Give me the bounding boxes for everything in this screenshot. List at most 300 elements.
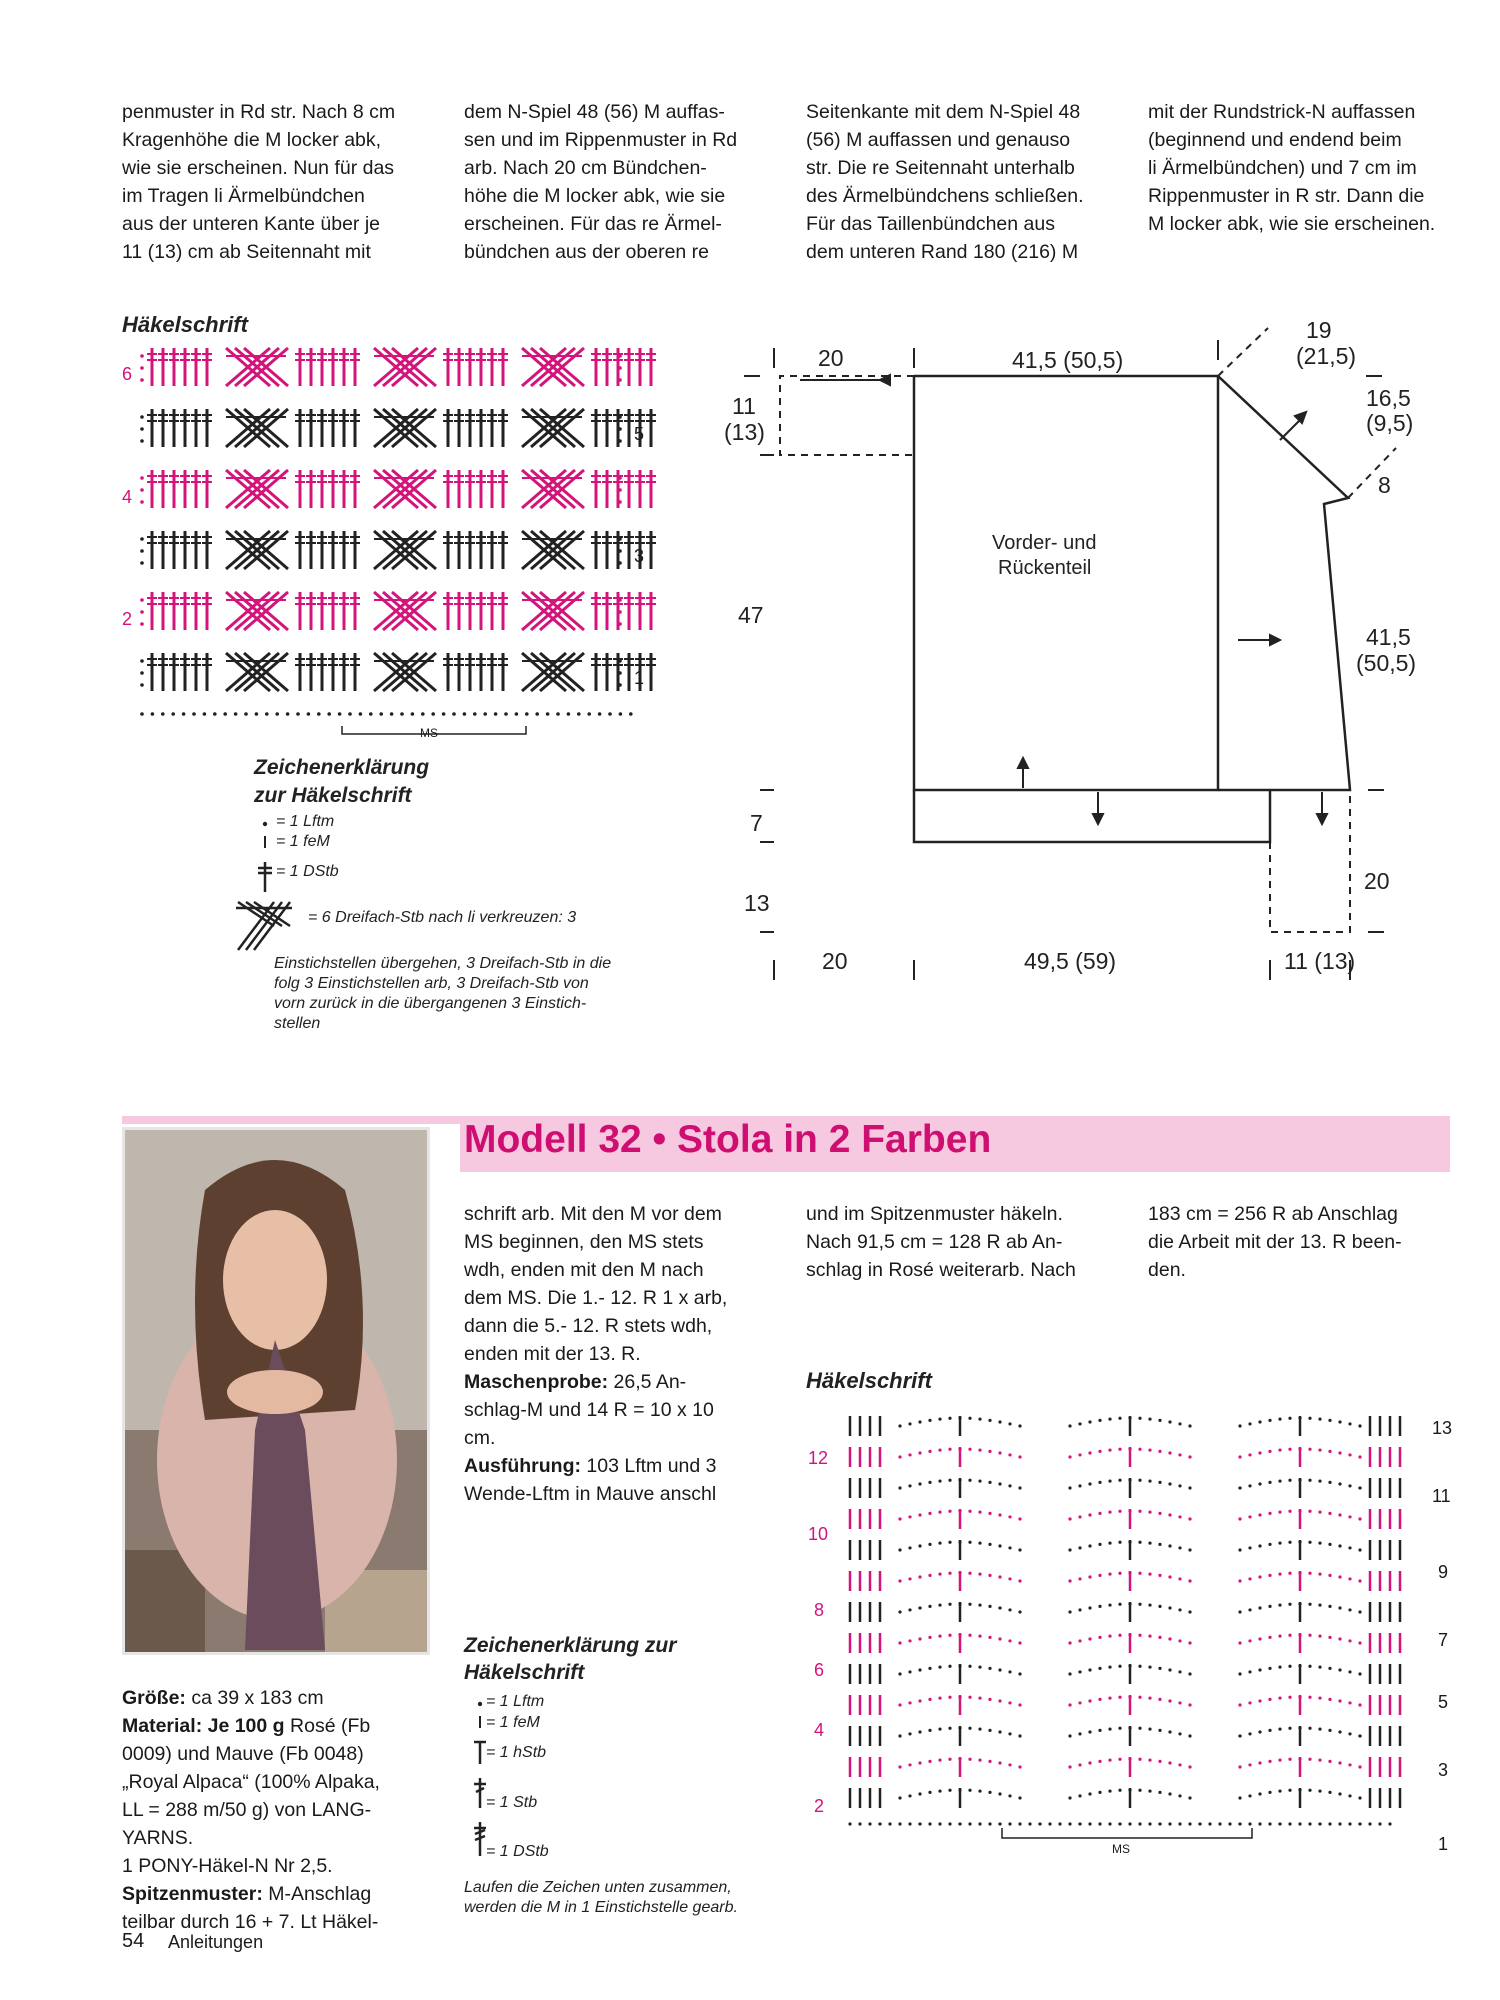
chain-dot xyxy=(1178,1822,1181,1825)
chain-dot xyxy=(908,1639,911,1642)
chain-dot xyxy=(1308,1479,1311,1482)
legend2-note-2: werden die M in 1 Einstichstelle gearb. xyxy=(464,1899,738,1916)
chain-dot xyxy=(938,1417,941,1420)
chain-dot xyxy=(1108,1448,1111,1451)
chain-dot xyxy=(1108,1510,1111,1513)
chain-dot xyxy=(1268,1574,1271,1577)
chain-dot xyxy=(1108,1572,1111,1575)
chain-dot xyxy=(1158,1574,1161,1577)
chain-dot xyxy=(1338,1822,1341,1825)
chain-dot xyxy=(1258,1606,1261,1609)
chain-dot xyxy=(234,712,238,716)
chain-dot xyxy=(1348,1577,1351,1580)
dstb-symbol xyxy=(258,862,272,892)
text-line: 1 PONY-Häkel-N Nr 2,5. xyxy=(122,1855,333,1877)
text-line: Nach 91,5 cm = 128 R ab An- xyxy=(806,1231,1063,1253)
text-line: dem MS. Die 1.- 12. R 1 x arb, xyxy=(464,1287,728,1309)
text-line: 183 cm = 256 R ab Anschlag xyxy=(1148,1203,1398,1225)
chain-dot xyxy=(1088,1822,1091,1825)
dim-shoulder: 19 xyxy=(1306,317,1332,343)
chain-dot xyxy=(515,712,519,716)
chain-dot xyxy=(1158,1698,1161,1701)
chain-dot xyxy=(618,427,622,431)
chain-dot xyxy=(1108,1417,1111,1420)
chain-dot xyxy=(1098,1574,1101,1577)
chain-dot xyxy=(978,1665,981,1668)
cross-stitch-symbol xyxy=(232,898,312,958)
chain-dot xyxy=(928,1667,931,1670)
text-line: erscheinen. Für das re Ärmel- xyxy=(464,213,722,235)
chain-dot xyxy=(938,1727,941,1730)
chain-dot xyxy=(1078,1422,1081,1425)
chain-dot xyxy=(1278,1634,1281,1637)
chain-dot xyxy=(1078,1822,1081,1825)
chain-dot xyxy=(1078,1453,1081,1456)
chain-dot xyxy=(928,1512,931,1515)
text-line: sen und im Rippenmuster in Rd xyxy=(464,129,738,151)
chain-dot xyxy=(988,1636,991,1639)
chain-dot xyxy=(1118,1572,1121,1575)
chain-dot xyxy=(1178,1639,1181,1642)
chain-dot xyxy=(1308,1758,1311,1761)
chain-dot xyxy=(359,712,363,716)
chain-dot xyxy=(140,427,144,431)
chain-dot xyxy=(928,1729,931,1732)
chain-dot xyxy=(1068,1765,1071,1768)
chain-dot xyxy=(948,1665,951,1668)
chain-dot xyxy=(452,712,456,716)
crochet-chart-1 xyxy=(120,336,660,776)
chain-dot xyxy=(908,1670,911,1673)
chain-dot xyxy=(1018,1517,1021,1520)
chain-dot xyxy=(598,712,602,716)
dim-cuff-width: 20 xyxy=(1364,868,1390,894)
chain-dot xyxy=(1238,1796,1241,1799)
chain-dot xyxy=(908,1515,911,1518)
chain-dot xyxy=(1098,1512,1101,1515)
chain-dot xyxy=(1348,1763,1351,1766)
chain-dot xyxy=(618,671,622,675)
chain-dot xyxy=(1288,1822,1291,1825)
chain-dot xyxy=(567,712,571,716)
chain-dot xyxy=(1358,1765,1361,1768)
legend-line: Einstichstellen übergehen, 3 Dreifach-Stb in die xyxy=(274,955,612,972)
chain-dot xyxy=(1338,1730,1341,1733)
chain-dot xyxy=(1178,1577,1181,1580)
chain-dot xyxy=(1118,1727,1121,1730)
chart2-repeat-bracket xyxy=(1002,1828,1252,1838)
chain-dot xyxy=(618,488,622,492)
chain-dot xyxy=(1188,1703,1191,1706)
chart2-row-label-10: 10 xyxy=(808,1524,829,1544)
chain-dot xyxy=(908,1701,911,1704)
chain-dot xyxy=(411,712,415,716)
text-column-4 xyxy=(1148,98,1450,238)
chain-dot xyxy=(1058,1822,1061,1825)
chart1-row-label-5: 5 xyxy=(634,424,645,444)
chain-dot xyxy=(918,1699,921,1702)
chain-dot xyxy=(1248,1732,1251,1735)
chain-dot xyxy=(1258,1544,1261,1547)
chain-dot xyxy=(938,1479,941,1482)
dstb-symbol xyxy=(474,1822,486,1856)
text-line: „Royal Alpaca“ (100% Alpaka, xyxy=(122,1771,380,1793)
chart2-row-label-5: 5 xyxy=(1438,1692,1449,1712)
chain-dot xyxy=(1108,1727,1111,1730)
chain-dot xyxy=(968,1634,971,1637)
chart2-row-label-4: 4 xyxy=(814,1720,825,1740)
chain-dot xyxy=(1258,1637,1261,1640)
chain-dot xyxy=(1358,1517,1361,1520)
chain-dot xyxy=(1288,1665,1291,1668)
waistband-outline xyxy=(914,790,1270,842)
chain-dot xyxy=(1078,1608,1081,1611)
chain-dot xyxy=(1238,1486,1241,1489)
chain-dot xyxy=(546,712,550,716)
chain-dot xyxy=(1018,1703,1021,1706)
chain-dot xyxy=(1258,1420,1261,1423)
chain-dot xyxy=(618,537,622,541)
chain-dot xyxy=(1248,1546,1251,1549)
chain-dot xyxy=(968,1727,971,1730)
model-photo xyxy=(122,1127,430,1655)
legend2-stb: = 1 Stb xyxy=(486,1794,538,1811)
chain-dot xyxy=(1358,1610,1361,1613)
chain-dot xyxy=(988,1574,991,1577)
chain-dot xyxy=(1358,1548,1361,1551)
chain-dot xyxy=(1238,1822,1241,1825)
chain-dot xyxy=(1018,1796,1021,1799)
text-line: str. Die re Seitennaht unterhalb xyxy=(806,157,1075,179)
chain-dot xyxy=(618,683,622,687)
chain-dot xyxy=(1068,1703,1071,1706)
chain-dot xyxy=(1348,1822,1351,1825)
chain-dot xyxy=(1328,1543,1331,1546)
chain-dot xyxy=(848,1822,851,1825)
chain-dot xyxy=(968,1665,971,1668)
chain-dot xyxy=(948,1417,951,1420)
chain-dot xyxy=(1288,1479,1291,1482)
legend-line: stellen xyxy=(274,1015,321,1032)
chain-dot xyxy=(1188,1424,1191,1427)
chain-dot xyxy=(1318,1665,1321,1668)
chain-dot xyxy=(898,1734,901,1737)
chain-dot xyxy=(1088,1606,1091,1609)
chain-dot xyxy=(618,549,622,553)
chain-dot xyxy=(1308,1572,1311,1575)
chain-dot xyxy=(1118,1696,1121,1699)
chain-dot xyxy=(898,1610,901,1613)
chain-dot xyxy=(307,712,311,716)
chain-dot xyxy=(1288,1448,1291,1451)
chain-dot xyxy=(1048,1822,1051,1825)
chain-dot xyxy=(1278,1572,1281,1575)
dim-collar-height-alt: (13) xyxy=(724,419,765,445)
text-line: die Arbeit mit der 13. R been- xyxy=(1148,1231,1402,1253)
crochet-chart-2 xyxy=(800,1396,1440,1876)
chain-dot xyxy=(618,354,622,358)
chain-dot xyxy=(998,1699,1001,1702)
chain-dot xyxy=(978,1510,981,1513)
chain-dot xyxy=(978,1727,981,1730)
chain-dot xyxy=(1178,1608,1181,1611)
chain-dot xyxy=(265,712,269,716)
text-line: YARNS. xyxy=(122,1827,194,1849)
chain-dot xyxy=(556,712,560,716)
chain-dot xyxy=(421,712,425,716)
chain-dot xyxy=(948,1479,951,1482)
chain-dot xyxy=(400,712,404,716)
chain-dot xyxy=(938,1696,941,1699)
chain-dot xyxy=(1278,1603,1281,1606)
chain-dot xyxy=(618,610,622,614)
dim-sleeve-length: 41,5 xyxy=(1366,624,1411,650)
chain-dot xyxy=(1288,1417,1291,1420)
chart1-row-label-4: 4 xyxy=(122,487,133,507)
chain-dot xyxy=(1328,1636,1331,1639)
chain-dot xyxy=(1178,1484,1181,1487)
chart2-row-label-9: 9 xyxy=(1438,1562,1449,1582)
chain-dot xyxy=(988,1760,991,1763)
chain-dot xyxy=(988,1481,991,1484)
chain-dot xyxy=(898,1548,901,1551)
chain-dot xyxy=(1248,1794,1251,1797)
chain-dot xyxy=(1238,1610,1241,1613)
chain-dot xyxy=(998,1420,1001,1423)
chain-dot xyxy=(1348,1515,1351,1518)
chain-dot xyxy=(1278,1665,1281,1668)
chain-dot xyxy=(988,1791,991,1794)
chain-dot xyxy=(1248,1453,1251,1456)
chain-dot xyxy=(1158,1760,1161,1763)
chain-dot xyxy=(928,1791,931,1794)
chain-dot xyxy=(1308,1665,1311,1668)
chain-dot xyxy=(1268,1419,1271,1422)
chain-dot xyxy=(1118,1665,1121,1668)
chain-dot xyxy=(1158,1636,1161,1639)
chain-dot xyxy=(140,439,144,443)
chain-dot xyxy=(1348,1422,1351,1425)
right-column-b xyxy=(1148,1200,1452,1284)
chain-dot xyxy=(928,1419,931,1422)
chain-dot xyxy=(1158,1419,1161,1422)
text-line: Kragenhöhe die M locker abk, xyxy=(122,129,382,151)
chain-dot xyxy=(140,549,144,553)
chain-dot xyxy=(1238,1548,1241,1551)
photo-illustration xyxy=(125,1130,427,1652)
chain-dot xyxy=(1128,1822,1131,1825)
text-column-3 xyxy=(806,98,1106,266)
chart2-title: Häkelschrift xyxy=(806,1368,932,1393)
chain-dot xyxy=(1148,1417,1151,1420)
chain-dot xyxy=(988,1450,991,1453)
body-label-2: Rückenteil xyxy=(998,557,1092,579)
chain-dot xyxy=(968,1572,971,1575)
chain-dot xyxy=(1078,1515,1081,1518)
chain-dot xyxy=(1308,1789,1311,1792)
text-line: Ausführung: 103 Lftm und 3 xyxy=(464,1455,717,1477)
chain-dot xyxy=(1008,1515,1011,1518)
chain-dot xyxy=(1268,1667,1271,1670)
chain-dot xyxy=(1328,1450,1331,1453)
cuff-dashed xyxy=(1270,790,1350,932)
chain-dot xyxy=(1328,1667,1331,1670)
chain-dot xyxy=(1098,1419,1101,1422)
chain-dot xyxy=(1088,1792,1091,1795)
chain-dot xyxy=(938,1541,941,1544)
chain-dot xyxy=(858,1822,861,1825)
chain-dot xyxy=(988,1419,991,1422)
model-title: Modell 32 • Stola in 2 Farben xyxy=(464,1118,992,1161)
text-line: dann die 5.- 12. R stets wdh, xyxy=(464,1315,713,1337)
chain-dot xyxy=(898,1579,901,1582)
chain-dot xyxy=(618,378,622,382)
chain-dot xyxy=(1358,1822,1361,1825)
chain-dot xyxy=(171,712,175,716)
chain-dot xyxy=(1168,1637,1171,1640)
chain-dot xyxy=(1188,1672,1191,1675)
text-column-2 xyxy=(464,98,764,266)
chain-dot xyxy=(1098,1667,1101,1670)
chain-dot xyxy=(140,622,144,626)
chain-dot xyxy=(978,1603,981,1606)
chain-dot xyxy=(1268,1481,1271,1484)
chain-dot xyxy=(286,712,290,716)
legend1-cross: = 6 Dreifach-Stb nach li verkreuzen: 3 xyxy=(308,909,577,926)
chain-dot xyxy=(1338,1761,1341,1764)
chain-dot xyxy=(898,1703,901,1706)
chain-dot xyxy=(1318,1822,1321,1825)
chain-dot xyxy=(1018,1486,1021,1489)
chart1-rows xyxy=(140,348,656,716)
chain-dot xyxy=(1348,1639,1351,1642)
text-line: MS beginnen, den MS stets xyxy=(464,1231,704,1253)
chain-dot xyxy=(1068,1579,1071,1582)
chain-dot xyxy=(1078,1577,1081,1580)
chain-dot xyxy=(1268,1760,1271,1763)
chain-dot xyxy=(998,1761,1001,1764)
chain-dot xyxy=(1248,1639,1251,1642)
chain-dot xyxy=(1068,1455,1071,1458)
chain-dot xyxy=(140,659,144,663)
chain-dot xyxy=(1278,1541,1281,1544)
middle-column xyxy=(464,1200,768,1508)
chain-dot xyxy=(1138,1510,1141,1513)
text-line: Für das Taillenbündchen aus xyxy=(806,213,1055,235)
chain-dot xyxy=(1168,1544,1171,1547)
chain-dot xyxy=(1328,1419,1331,1422)
chain-dot xyxy=(1248,1422,1251,1425)
chain-dot xyxy=(1138,1479,1141,1482)
chain-dot xyxy=(908,1453,911,1456)
chain-dot xyxy=(1028,1822,1031,1825)
chain-dot xyxy=(978,1758,981,1761)
dim-bottom-body: 49,5 (59) xyxy=(1024,948,1117,974)
chain-dot xyxy=(203,712,207,716)
chain-dot xyxy=(1288,1727,1291,1730)
chain-dot xyxy=(1158,1512,1161,1515)
chain-dot xyxy=(317,712,321,716)
chain-dot xyxy=(998,1637,1001,1640)
chain-dot xyxy=(1088,1575,1091,1578)
chain-dot xyxy=(1288,1758,1291,1761)
chain-dot xyxy=(908,1422,911,1425)
chain-dot xyxy=(1138,1665,1141,1668)
chain-dot xyxy=(1308,1448,1311,1451)
chain-dot xyxy=(1148,1603,1151,1606)
legend1-title-1: Zeichenerklärung xyxy=(254,756,430,779)
chain-dot xyxy=(918,1761,921,1764)
chain-dot xyxy=(1148,1822,1151,1825)
chain-dot xyxy=(1188,1734,1191,1737)
chain-dot xyxy=(1268,1605,1271,1608)
chain-dot xyxy=(1178,1732,1181,1735)
chain-dot xyxy=(1358,1455,1361,1458)
chain-dot xyxy=(898,1672,901,1675)
chain-dot xyxy=(1338,1637,1341,1640)
chain-dot xyxy=(1238,1579,1241,1582)
chain-dot xyxy=(1318,1510,1321,1513)
chain-dot xyxy=(938,1603,941,1606)
chain-dot xyxy=(1088,1544,1091,1547)
chain-dot xyxy=(938,1665,941,1668)
chain-dot xyxy=(868,1822,871,1825)
chain-dot xyxy=(1358,1579,1361,1582)
chain-dot xyxy=(1308,1822,1311,1825)
chain-dot xyxy=(1168,1668,1171,1671)
text-line: li Ärmelbündchen) und 7 cm im xyxy=(1148,157,1417,179)
chain-dot xyxy=(1328,1481,1331,1484)
chain-dot xyxy=(1008,1608,1011,1611)
chain-dot xyxy=(140,415,144,419)
chart1-row-label-6: 6 xyxy=(122,364,133,384)
chain-dot xyxy=(1278,1822,1281,1825)
chain-dot xyxy=(1018,1765,1021,1768)
section-name: Anleitungen xyxy=(168,1932,264,1952)
chain-dot xyxy=(1168,1575,1171,1578)
text-line: enden mit der 13. R. xyxy=(464,1343,641,1365)
chain-dot xyxy=(928,1698,931,1701)
chain-dot xyxy=(1358,1486,1361,1489)
chain-dot xyxy=(442,712,446,716)
chain-dot xyxy=(878,1822,881,1825)
dim-collar-height: 11 xyxy=(732,393,756,419)
chain-dot xyxy=(1288,1634,1291,1637)
chain-dot xyxy=(1338,1575,1341,1578)
text-line: penmuster in Rd str. Nach 8 cm xyxy=(122,101,396,123)
chain-dot xyxy=(1088,1730,1091,1733)
right-column-a xyxy=(806,1200,1112,1284)
chain-dot xyxy=(1118,1479,1121,1482)
chain-dot xyxy=(948,1603,951,1606)
chain-dot xyxy=(1068,1424,1071,1427)
chain-dot xyxy=(1138,1758,1141,1761)
chain-dot xyxy=(608,712,612,716)
chain-dot xyxy=(988,1543,991,1546)
chain-dot xyxy=(988,1729,991,1732)
chain-dot xyxy=(1248,1701,1251,1704)
chain-dot xyxy=(1178,1515,1181,1518)
legend2-fem: = 1 feM xyxy=(486,1714,540,1731)
chain-dot xyxy=(948,1696,951,1699)
chain-dot xyxy=(1168,1699,1171,1702)
chain-dot xyxy=(968,1448,971,1451)
chain-dot xyxy=(948,1541,951,1544)
text-line: dem unteren Rand 180 (216) M xyxy=(806,241,1079,263)
chain-dot xyxy=(140,500,144,504)
chain-dot xyxy=(1318,1448,1321,1451)
chain-dot xyxy=(908,1763,911,1766)
